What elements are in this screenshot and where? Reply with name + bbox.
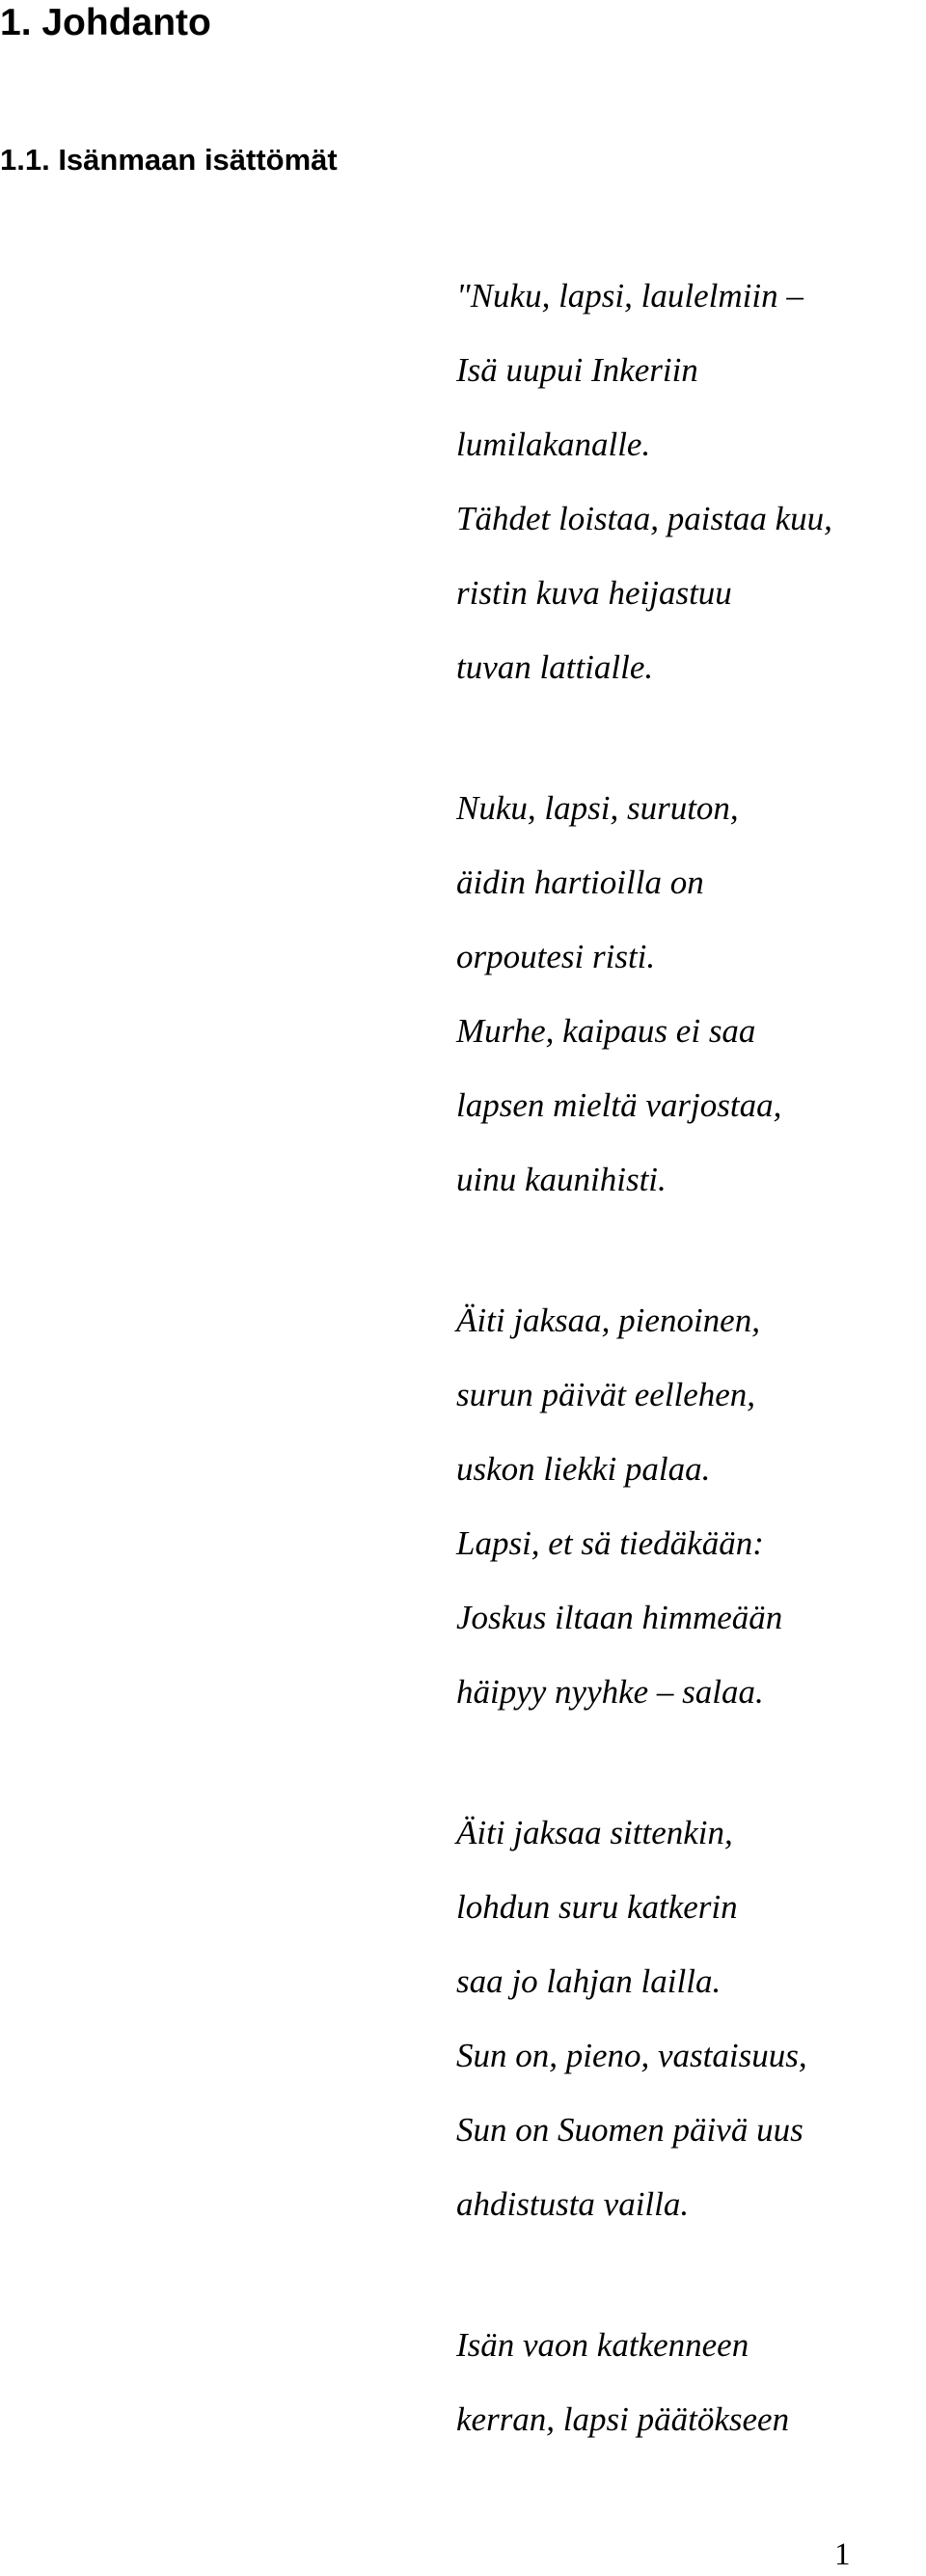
poem-line: äidin hartioilla on [456, 863, 704, 901]
poem-line: Joskus iltaan himmeään [456, 1599, 783, 1636]
poem-line: kerran, lapsi päätökseen [456, 2400, 790, 2438]
poem-line: uskon liekki palaa. [456, 1450, 711, 1488]
poem-line: surun päivät eellehen, [456, 1376, 756, 1413]
page-number: 1 [834, 2537, 851, 2572]
poem-line: Tähdet loistaa, paistaa kuu, [456, 500, 832, 537]
poem-line: orpoutesi risti. [456, 938, 656, 975]
poem-line: Isä uupui Inkeriin [456, 351, 698, 389]
poem-line: Sun on, pieno, vastaisuus, [456, 2037, 807, 2074]
poem-line: Isän vaon katkenneen [456, 2326, 749, 2364]
poem-line: ristin kuva heijastuu [456, 574, 732, 612]
poem-line: Nuku, lapsi, suruton, [456, 789, 739, 827]
poem-line: Äiti jaksaa, pienoinen, [456, 1302, 760, 1339]
poem-line: Murhe, kaipaus ei saa [456, 1012, 756, 1050]
section-heading: 1.1. Isänmaan isättömät [0, 143, 338, 177]
poem-line: lohdun suru katkerin [456, 1888, 738, 1926]
poem-line: saa jo lahjan lailla. [456, 1962, 722, 2000]
poem-line: Lapsi, et sä tiedäkään: [456, 1524, 764, 1562]
poem-line: tuvan lattialle. [456, 648, 654, 686]
poem-line: uinu kaunihisti. [456, 1161, 667, 1198]
chapter-heading: 1. Johdanto [0, 2, 211, 43]
poem-line: "Nuku, lapsi, laulelmiin – [456, 277, 803, 315]
poem-line: ahdistusta vailla. [456, 2185, 690, 2223]
poem-line: lapsen mieltä varjostaa, [456, 1086, 782, 1124]
poem-line: häipyy nyyhke – salaa. [456, 1673, 764, 1711]
poem-line: Sun on Suomen päivä uus [456, 2111, 803, 2149]
poem-line: lumilakanalle. [456, 425, 651, 463]
poem-line: Äiti jaksaa sittenkin, [456, 1814, 733, 1851]
